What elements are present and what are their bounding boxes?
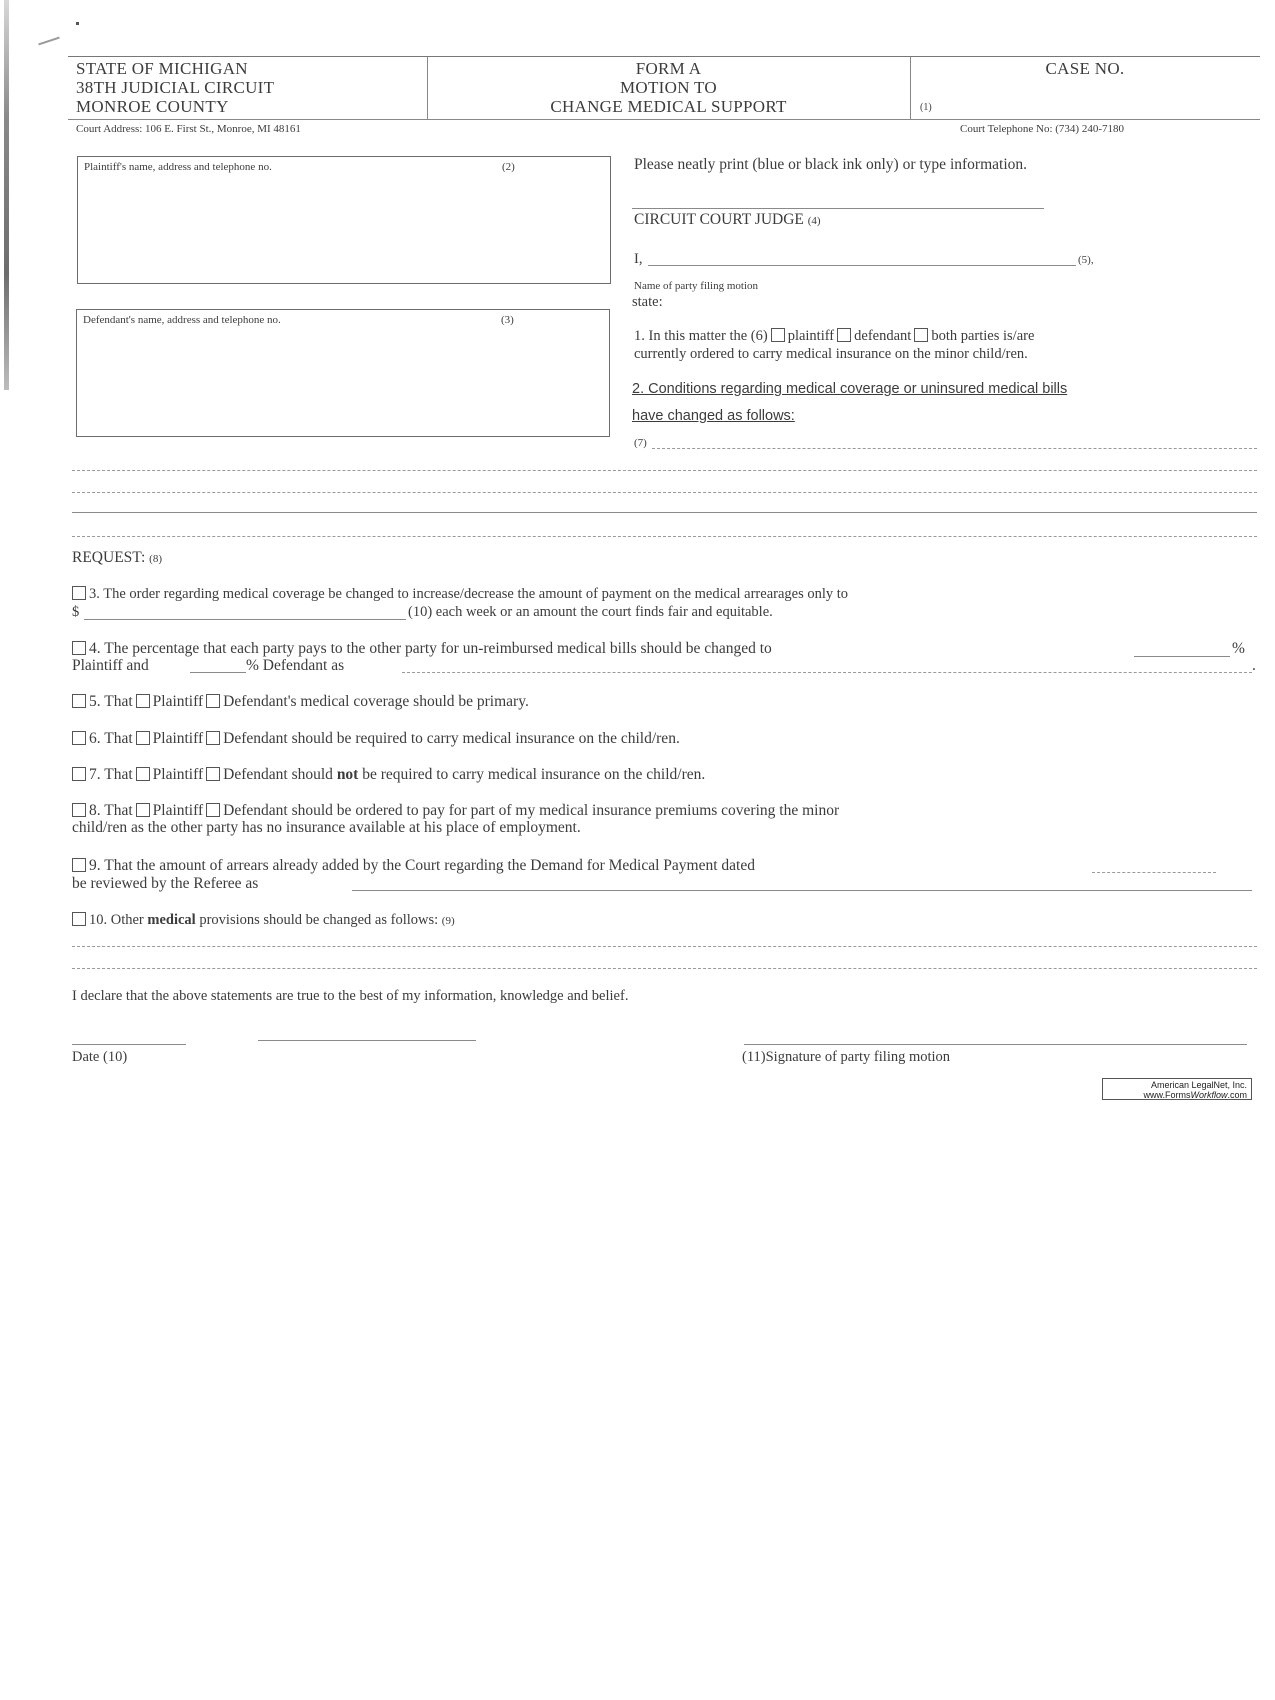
defendant-info-box[interactable]	[76, 309, 610, 437]
item4-end: .	[1252, 657, 1256, 674]
item4-text: 4. The percentage that each party pays to the other party for un-reimbursed medical bills should be changed to	[89, 640, 772, 657]
item4-pct: %	[1232, 640, 1245, 657]
item4-defendant-pct-line[interactable]	[190, 672, 246, 673]
item7-checkbox[interactable]	[72, 767, 86, 781]
item1-plaintiff-label: plaintiff	[787, 328, 835, 344]
item3-checkbox[interactable]	[72, 586, 86, 600]
request-marker: (8)	[149, 553, 162, 565]
that-label: That	[104, 766, 133, 783]
plaintiff-label: Plaintiff	[152, 802, 204, 819]
item1-plaintiff-checkbox[interactable]	[771, 328, 785, 342]
vendor-line-2	[1107, 1090, 1247, 1100]
date-label: Date (10)	[72, 1049, 128, 1065]
item10-checkbox[interactable]	[72, 912, 86, 926]
item1-both-checkbox[interactable]	[914, 328, 928, 342]
scan-mark-artifact	[38, 37, 60, 46]
date-line-a[interactable]	[72, 1044, 186, 1045]
vendor-line-2b: Workflow	[1190, 1090, 1228, 1100]
request-item-5	[72, 693, 529, 711]
item10-marker: (9)	[441, 915, 455, 927]
item4-plaintiff-and: Plaintiff and	[72, 657, 149, 674]
request-label-text: REQUEST:	[72, 549, 146, 566]
item3-dollar: $	[72, 604, 80, 620]
judge-line[interactable]	[632, 208, 1044, 209]
conditions-line[interactable]	[652, 448, 1257, 449]
filing-party-name-line[interactable]	[648, 265, 1076, 266]
item6-plaintiff-checkbox[interactable]	[136, 731, 150, 745]
that-label: That	[104, 802, 133, 819]
item8-plaintiff-checkbox[interactable]	[136, 803, 150, 817]
item5-plaintiff-checkbox[interactable]	[136, 694, 150, 708]
request-item-3	[72, 586, 848, 603]
court-name-block	[76, 59, 274, 116]
item9-text: 9. That the amount of arrears already added by the Court regarding the Demand for Medical Payment dated	[89, 857, 755, 874]
item3-text: 3. The order regarding medical coverage be changed to increase/decrease the amount of payment on the medical arrearages only to	[89, 586, 849, 602]
plaintiff-box-label: Plaintiff's name, address and telephone no.	[84, 161, 272, 173]
request-item-4	[72, 640, 772, 658]
that-label: That	[104, 693, 133, 710]
request-item-9	[72, 857, 755, 875]
item1-defendant-checkbox[interactable]	[837, 328, 851, 342]
court-phone: Court Telephone No: (734) 240-7180	[960, 123, 1125, 135]
item7-plaintiff-checkbox[interactable]	[136, 767, 150, 781]
item1-defendant-label: defendant	[854, 328, 912, 344]
scan-dot-artifact	[76, 22, 79, 25]
request-item-8	[72, 802, 839, 820]
item5-checkbox[interactable]	[72, 694, 86, 708]
item7-text-a: Defendant should	[223, 766, 333, 783]
item7-not: not	[336, 766, 359, 783]
item1-both-label: both parties is/are	[931, 328, 1035, 344]
vendor-line-2c: .com	[1227, 1090, 1247, 1100]
court-line: STATE OF MICHIGAN	[76, 59, 248, 78]
court-address: Court Address: 106 E. First St., Monroe, MI 48161	[76, 123, 301, 135]
form-title-line: CHANGE MEDICAL SUPPORT	[550, 97, 787, 116]
plaintiff-box-marker: (2)	[502, 161, 515, 173]
form-title-block	[427, 59, 910, 116]
item9-line2: be reviewed by the Referee as	[72, 875, 259, 892]
conditions-line[interactable]	[72, 512, 1257, 513]
i-prefix: I,	[634, 251, 643, 267]
request-item-6	[72, 730, 680, 748]
conditions-line[interactable]	[72, 536, 1257, 537]
item8-num: 8.	[89, 802, 101, 819]
request-item-10	[72, 912, 455, 929]
item8-defendant-checkbox[interactable]	[206, 803, 220, 817]
case-no-field[interactable]	[938, 99, 1253, 115]
item9-checkbox[interactable]	[72, 858, 86, 872]
item3-line2: (10) each week or an amount the court finds fair and equitable.	[408, 604, 773, 620]
form-header	[68, 56, 1260, 120]
item5-text: Defendant's medical coverage should be primary.	[223, 693, 529, 710]
state-label: state:	[632, 294, 663, 310]
item6-checkbox[interactable]	[72, 731, 86, 745]
name-marker: (5),	[1078, 254, 1094, 266]
vendor-line-1: American LegalNet, Inc.	[1150, 1080, 1247, 1090]
declaration: I declare that the above statements are true to the best of my information, knowledge and belief.	[72, 988, 629, 1004]
item2-line2: have changed as follows:	[632, 408, 795, 424]
that-label: That	[104, 730, 133, 747]
case-no-marker: (1)	[920, 102, 932, 113]
item5-defendant-checkbox[interactable]	[206, 694, 220, 708]
item4-checkbox[interactable]	[72, 641, 86, 655]
item10-bold: medical	[147, 912, 196, 928]
item10-text-b: provisions should be changed as follows:	[199, 912, 439, 928]
judge-label	[634, 211, 821, 229]
item10-text-a: 10. Other	[89, 912, 144, 928]
item6-num: 6.	[89, 730, 101, 747]
court-line: 38TH JUDICIAL CIRCUIT	[76, 78, 275, 97]
item3-amount-line[interactable]	[84, 619, 406, 620]
item2-marker: (7)	[634, 437, 647, 449]
defendant-box-marker: (3)	[501, 314, 514, 326]
judge-marker: (4)	[807, 215, 821, 227]
item1-line2: currently ordered to carry medical insurance on the minor child/ren.	[634, 346, 1028, 362]
plaintiff-label: Plaintiff	[152, 766, 204, 783]
instruction-text: Please neatly print (blue or black ink only) or type information.	[634, 156, 1027, 173]
vendor-line-2a: www.Forms	[1143, 1090, 1191, 1100]
item5-num: 5.	[89, 693, 101, 710]
item2-line1: 2. Conditions regarding medical coverage or uninsured medical bills	[632, 381, 1068, 397]
conditions-line[interactable]	[72, 492, 1257, 493]
plaintiff-label: Plaintiff	[152, 693, 204, 710]
item7-text-b: be required to carry medical insurance on the child/ren.	[362, 766, 706, 783]
item8-line2: child/ren as the other party has no insurance available at his place of employment.	[72, 819, 581, 836]
signature-label: (11)Signature of party filing motion	[742, 1049, 951, 1065]
item-1	[634, 328, 1034, 345]
case-no-label: CASE NO.	[1045, 59, 1125, 78]
item8-checkbox[interactable]	[72, 803, 86, 817]
item6-defendant-checkbox[interactable]	[206, 731, 220, 745]
form-title-line: FORM A	[635, 59, 702, 78]
item9-date-line[interactable]	[1092, 872, 1216, 873]
judge-label-text: CIRCUIT COURT JUDGE	[634, 211, 804, 228]
defendant-box-label: Defendant's name, address and telephone no.	[83, 314, 281, 326]
name-label: Name of party filing motion	[634, 280, 759, 292]
other-provisions-line[interactable]	[72, 968, 1257, 969]
item7-num: 7.	[89, 766, 101, 783]
item8-text: Defendant should be ordered to pay for part of my medical insurance premiums covering the minor	[223, 802, 840, 819]
conditions-line[interactable]	[72, 470, 1257, 471]
request-item-7	[72, 766, 705, 784]
request-label	[72, 549, 162, 567]
item7-defendant-checkbox[interactable]	[206, 767, 220, 781]
item4-plaintiff-pct-line[interactable]	[1134, 656, 1230, 657]
plaintiff-info-box[interactable]	[77, 156, 611, 284]
item4-details-line[interactable]	[402, 672, 1252, 673]
signature-line[interactable]	[744, 1044, 1247, 1045]
plaintiff-label: Plaintiff	[152, 730, 204, 747]
vendor-stamp	[1102, 1078, 1252, 1100]
item1-intro: 1. In this matter the (6)	[634, 328, 768, 344]
scan-edge-artifact	[4, 0, 9, 390]
form-title-line: MOTION TO	[620, 78, 717, 97]
item9-review-line[interactable]	[352, 890, 1252, 891]
other-provisions-line[interactable]	[72, 946, 1257, 947]
date-line-b[interactable]	[258, 1040, 476, 1041]
court-line: MONROE COUNTY	[76, 97, 229, 116]
item4-defendant-as: % Defendant as	[246, 657, 345, 674]
item6-text: Defendant should be required to carry medical insurance on the child/ren.	[223, 730, 680, 747]
